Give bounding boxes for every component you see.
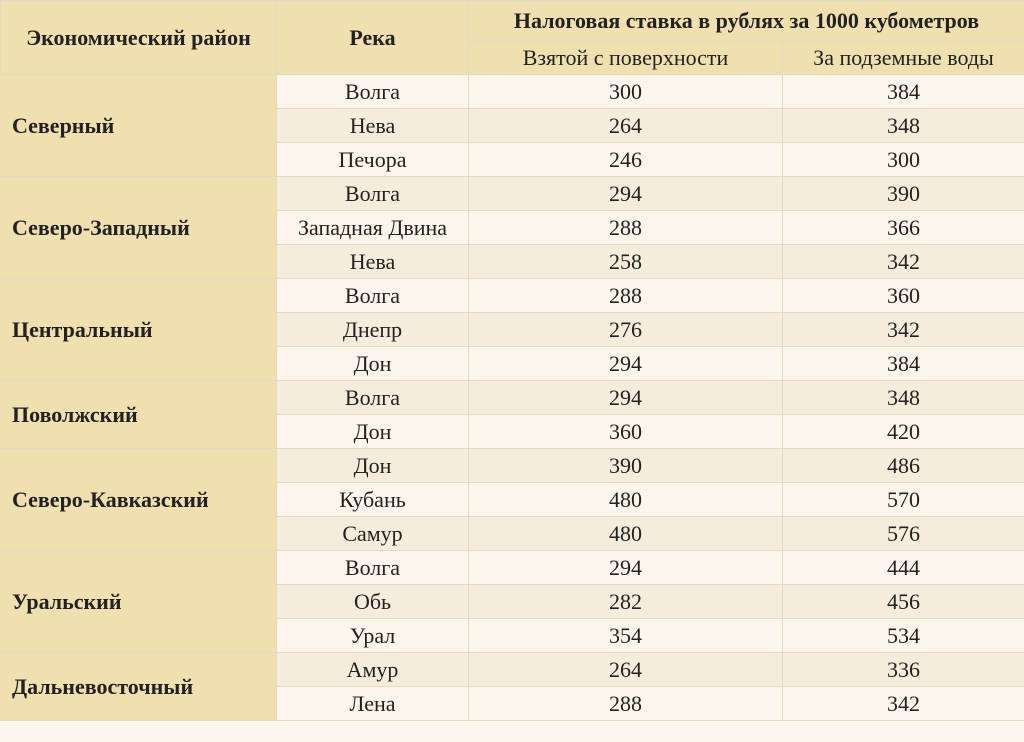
surface-rate: 300 bbox=[469, 75, 783, 109]
surface-rate: 480 bbox=[469, 517, 783, 551]
river-name: Лена bbox=[277, 687, 469, 721]
header-region: Экономический район bbox=[1, 1, 277, 75]
underground-rate: 534 bbox=[783, 619, 1024, 653]
underground-rate: 342 bbox=[783, 687, 1024, 721]
underground-rate: 366 bbox=[783, 211, 1024, 245]
surface-rate: 480 bbox=[469, 483, 783, 517]
region-name: Северный bbox=[1, 75, 277, 177]
river-name: Волга bbox=[277, 279, 469, 313]
surface-rate: 288 bbox=[469, 211, 783, 245]
river-name: Амур bbox=[277, 653, 469, 687]
table-row bbox=[1, 381, 1024, 415]
header-river: Река bbox=[277, 1, 469, 75]
underground-rate: 336 bbox=[783, 653, 1024, 687]
river-name: Обь bbox=[277, 585, 469, 619]
river-name: Дон bbox=[277, 415, 469, 449]
underground-rate: 570 bbox=[783, 483, 1024, 517]
river-name: Урал bbox=[277, 619, 469, 653]
underground-rate: 420 bbox=[783, 415, 1024, 449]
header-rate: Налоговая ставка в рублях за 1000 кубометров bbox=[469, 1, 1024, 42]
surface-rate: 258 bbox=[469, 245, 783, 279]
underground-rate: 390 bbox=[783, 177, 1024, 211]
underground-rate: 576 bbox=[783, 517, 1024, 551]
river-name: Нева bbox=[277, 109, 469, 143]
underground-rate: 342 bbox=[783, 245, 1024, 279]
river-name: Западная Двина bbox=[277, 211, 469, 245]
surface-rate: 294 bbox=[469, 381, 783, 415]
surface-rate: 264 bbox=[469, 109, 783, 143]
surface-rate: 390 bbox=[469, 449, 783, 483]
surface-rate: 288 bbox=[469, 279, 783, 313]
region-name: Уральский bbox=[1, 551, 277, 653]
region-name: Поволжский bbox=[1, 381, 277, 449]
underground-rate: 486 bbox=[783, 449, 1024, 483]
river-name: Нева bbox=[277, 245, 469, 279]
underground-rate: 384 bbox=[783, 347, 1024, 381]
river-name: Печора bbox=[277, 143, 469, 177]
river-name: Самур bbox=[277, 517, 469, 551]
region-name: Дальневосточный bbox=[1, 653, 277, 721]
underground-rate: 360 bbox=[783, 279, 1024, 313]
river-name: Волга bbox=[277, 75, 469, 109]
surface-rate: 282 bbox=[469, 585, 783, 619]
river-name: Волга bbox=[277, 381, 469, 415]
table-row bbox=[1, 551, 1024, 585]
table-row bbox=[1, 75, 1024, 109]
underground-rate: 342 bbox=[783, 313, 1024, 347]
river-name: Дон bbox=[277, 347, 469, 381]
surface-rate: 360 bbox=[469, 415, 783, 449]
header-surface: Взятой с поверхности bbox=[469, 42, 783, 75]
region-name: Северо-Западный bbox=[1, 177, 277, 279]
table-body bbox=[1, 75, 1024, 721]
table-header bbox=[1, 1, 1024, 75]
river-name: Днепр bbox=[277, 313, 469, 347]
header-underground: За подземные воды bbox=[783, 42, 1024, 75]
river-name: Кубань bbox=[277, 483, 469, 517]
surface-rate: 294 bbox=[469, 177, 783, 211]
river-name: Дон bbox=[277, 449, 469, 483]
surface-rate: 288 bbox=[469, 687, 783, 721]
underground-rate: 456 bbox=[783, 585, 1024, 619]
underground-rate: 348 bbox=[783, 381, 1024, 415]
table-row bbox=[1, 449, 1024, 483]
surface-rate: 276 bbox=[469, 313, 783, 347]
underground-rate: 384 bbox=[783, 75, 1024, 109]
surface-rate: 294 bbox=[469, 347, 783, 381]
table-row bbox=[1, 177, 1024, 211]
table-row bbox=[1, 279, 1024, 313]
river-name: Волга bbox=[277, 551, 469, 585]
underground-rate: 348 bbox=[783, 109, 1024, 143]
table-row bbox=[1, 653, 1024, 687]
underground-rate: 444 bbox=[783, 551, 1024, 585]
region-name: Северо-Кавказский bbox=[1, 449, 277, 551]
region-name: Центральный bbox=[1, 279, 277, 381]
underground-rate: 300 bbox=[783, 143, 1024, 177]
surface-rate: 246 bbox=[469, 143, 783, 177]
surface-rate: 294 bbox=[469, 551, 783, 585]
surface-rate: 264 bbox=[469, 653, 783, 687]
river-name: Волга bbox=[277, 177, 469, 211]
surface-rate: 354 bbox=[469, 619, 783, 653]
